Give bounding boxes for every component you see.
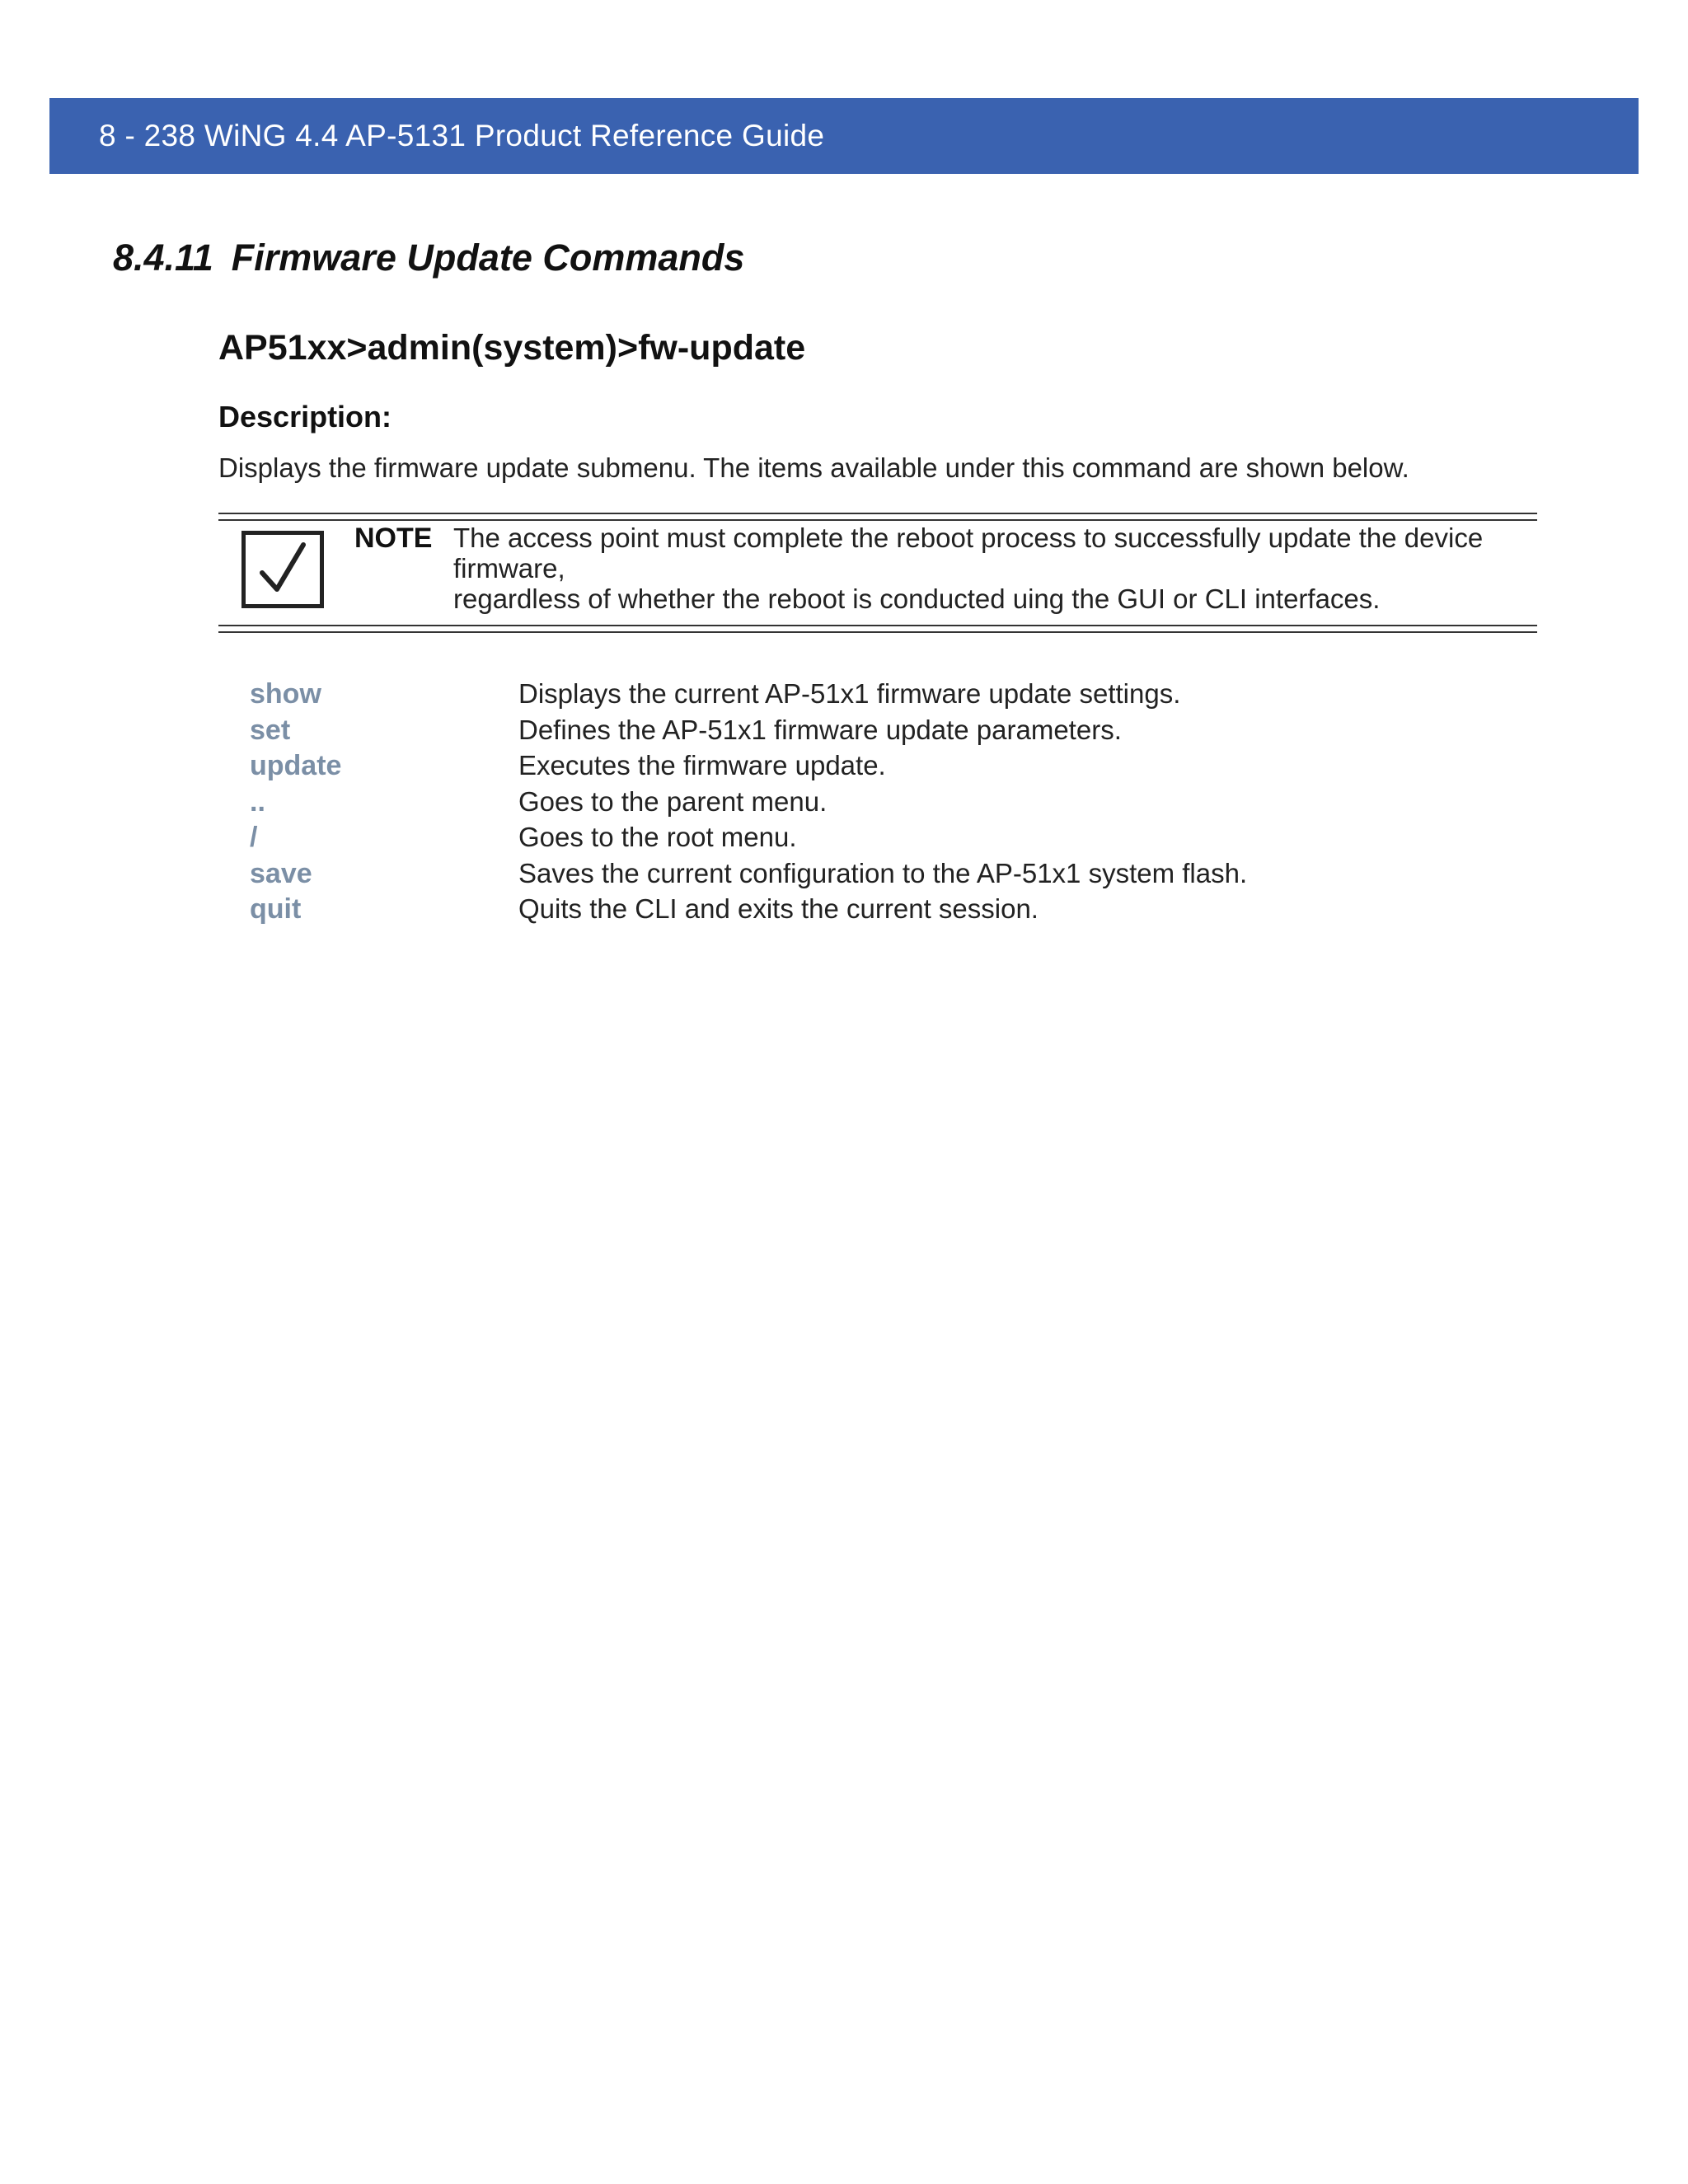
command-name-parent: ..	[250, 785, 265, 818]
page-header-label: 8 - 238 WiNG 4.4 AP-5131 Product Reference Guide	[99, 119, 825, 152]
page-header-bar	[49, 98, 1639, 174]
command-desc-root: Goes to the root menu.	[518, 822, 797, 852]
note-body	[453, 523, 1525, 614]
note-box	[218, 513, 1537, 633]
command-name-update: update	[250, 750, 342, 781]
section-title	[113, 237, 744, 279]
note-line-2: regardless of whether the reboot is conducted uing the GUI or CLI interfaces.	[453, 583, 1381, 614]
command-name-set: set	[250, 714, 291, 746]
check-icon	[241, 531, 324, 608]
command-desc-quit: Quits the CLI and exits the current session.	[518, 893, 1039, 924]
note-bottom-rule-inner	[218, 625, 1537, 626]
note-top-rule-inner	[218, 519, 1537, 521]
note-line-1: The access point must complete the reboot process to successfully update the device firmware,	[453, 523, 1484, 583]
section-title-text: Firmware Update Commands	[231, 237, 745, 279]
description-text: Displays the firmware update submenu. The items available under this command are shown below.	[218, 452, 1409, 483]
note-label: NOTE	[354, 523, 433, 554]
description-heading: Description:	[218, 400, 392, 434]
command-title: AP51xx>admin(system)>fw-update	[218, 328, 806, 368]
note-bottom-rule	[218, 631, 1537, 633]
command-desc-update: Executes the firmware update.	[518, 750, 886, 780]
command-desc-parent: Goes to the parent menu.	[518, 785, 828, 817]
command-desc-show: Displays the current AP-51x1 firmware update settings.	[518, 678, 1181, 709]
command-desc-save: Saves the current configuration to the AP-51x1 system flash.	[518, 857, 1248, 888]
command-desc-set: Defines the AP-51x1 firmware update parameters.	[518, 714, 1122, 745]
section-number: 8.4.11	[113, 237, 213, 279]
command-name-root: /	[250, 822, 258, 853]
note-top-rule	[218, 513, 1537, 514]
command-name-show: show	[250, 678, 321, 710]
command-name-quit: quit	[250, 893, 302, 925]
command-name-save: save	[250, 857, 312, 889]
